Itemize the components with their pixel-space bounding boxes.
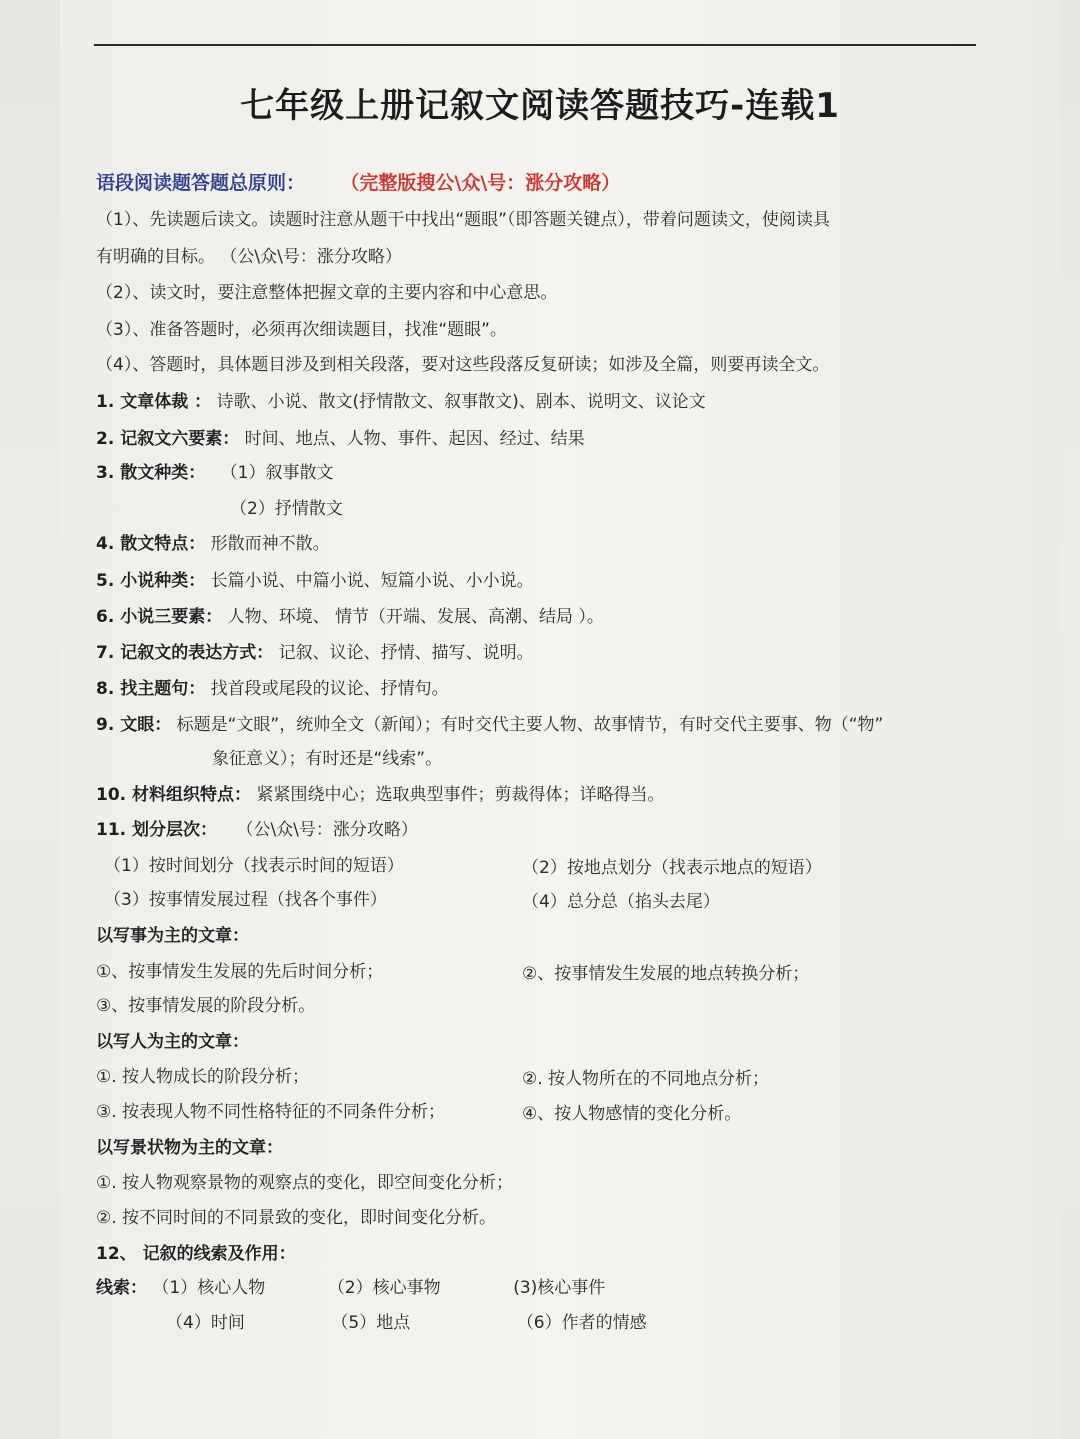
- item-6-label: 6. 小说三要素：: [96, 607, 223, 627]
- principles-heading-row: [96, 168, 620, 195]
- top-rule: [94, 44, 976, 46]
- item-4-text: 形散而神不散。: [210, 534, 330, 554]
- item-3: [96, 458, 333, 483]
- people-d: ④、按人物感情的变化分析。: [522, 1104, 742, 1124]
- item-7-text: 记叙、议论、抒情、描写、说明。: [278, 643, 534, 663]
- clue-2: （2）核心事物: [327, 1278, 441, 1298]
- item-8-text: 找首段或尾段的议论、抒情句。: [210, 679, 449, 699]
- people-heading: 以写人为主的文章：: [96, 1032, 249, 1052]
- clues-label: 线索：: [96, 1278, 147, 1298]
- item-4: [96, 529, 330, 554]
- item-5: [96, 566, 534, 591]
- clue-1: （1）核心人物: [152, 1278, 266, 1298]
- item-11-text: （公\众\号：涨分攻略）: [236, 820, 418, 840]
- item-9-label: 9. 文眼：: [96, 715, 172, 735]
- item-10-label: 10. 材料组织特点：: [96, 785, 252, 805]
- item-11-label: 11. 划分层次：: [96, 820, 218, 840]
- item-4-label: 4. 散文特点：: [96, 534, 206, 554]
- scenery-b: ②. 按不同时间的不同景致的变化，即时间变化分析。: [96, 1208, 497, 1228]
- item-11-option-3: （3）按事情发展过程（找各个事件）: [104, 890, 387, 910]
- clue-4: （4）时间: [166, 1313, 245, 1333]
- item-2: [96, 424, 585, 449]
- principle-4: （4）、答题时，具体题目涉及到相关段落，要对这些段落反复研读；如涉及全篇，则要再读全文。: [96, 355, 830, 375]
- page-title: 七年级上册记叙文阅读答题技巧-连载1: [240, 86, 840, 126]
- item-2-label: 2. 记叙文六要素：: [96, 429, 240, 449]
- item-7: [96, 638, 534, 663]
- clues-row-2: [166, 1308, 647, 1333]
- item-1: [96, 387, 706, 412]
- principle-3: （3）、准备答题时，必须再次细读题目，找准“题眼”。: [96, 320, 507, 340]
- item-3-b: （2）抒情散文: [230, 499, 343, 519]
- item-9: [96, 710, 883, 735]
- promo-text: （完整版搜公\众\号：涨分攻略）: [340, 172, 621, 194]
- item-8-label: 8. 找主题句：: [96, 679, 206, 699]
- principle-2: （2）、读文时，要注意整体把握文章的主要内容和中心意思。: [96, 283, 558, 303]
- item-11-option-4: （4）总分总（掐头去尾）: [522, 892, 720, 912]
- principles-heading: 语段阅读题答题总原则：: [96, 172, 306, 194]
- item-8: [96, 674, 449, 699]
- item-5-text: 长篇小说、中篇小说、短篇小说、小小说。: [210, 571, 534, 591]
- people-b: ②. 按人物所在的不同地点分析；: [522, 1069, 770, 1089]
- events-a: ①、按事情发生发展的先后时间分析；: [96, 962, 384, 982]
- events-b: ②、按事情发生发展的地点转换分析；: [522, 964, 810, 984]
- scenery-heading: 以写景状物为主的文章：: [96, 1138, 283, 1158]
- people-a: ①. 按人物成长的阶段分析；: [96, 1067, 310, 1087]
- scenery-a: ①. 按人物观察景物的观察点的变化，即空间变化分析；: [96, 1173, 514, 1193]
- item-1-label: 1. 文章体裁 ：: [96, 392, 212, 412]
- events-c: ③、按事情发展的阶段分析。: [96, 996, 316, 1016]
- item-11-option-1: （1）按时间划分（找表示时间的短语）: [104, 856, 404, 876]
- clue-5: （5）地点: [331, 1313, 411, 1333]
- item-3-a: （1）叙事散文: [220, 463, 334, 483]
- clues-heading: 12、 记叙的线索及作用：: [96, 1244, 296, 1264]
- item-5-label: 5. 小说种类：: [96, 571, 206, 591]
- principle-1b: 有明确的目标。 （公\众\号：涨分攻略）: [96, 247, 402, 267]
- clue-6: （6）作者的情感: [516, 1313, 647, 1333]
- item-11: [96, 815, 418, 840]
- item-6-text: 人物、环境、 情节（开端、发展、高潮、结局 ）。: [227, 607, 604, 627]
- item-1-text: 诗歌、小说、散文(抒情散文、叙事散文)、剧本、说明文、议论文: [216, 392, 706, 412]
- principle-1a: （1）、先读题后读文。读题时注意从题干中找出“题眼”（即答题关键点），带着问题读文，使阅读具: [96, 210, 830, 230]
- item-6: [96, 602, 604, 627]
- item-9-text-b: 象征意义）；有时还是“线索”。: [212, 749, 443, 769]
- item-7-label: 7. 记叙文的表达方式：: [96, 643, 274, 663]
- people-c: ③. 按表现人物不同性格特征的不同条件分析；: [96, 1102, 446, 1122]
- item-10: [96, 780, 664, 805]
- clue-3: (3)核心事件: [513, 1278, 606, 1298]
- clues-row-1: [96, 1273, 605, 1298]
- item-2-text: 时间、地点、人物、事件、起因、经过、结果: [244, 429, 585, 449]
- item-3-label: 3. 散文种类：: [96, 463, 206, 483]
- item-10-text: 紧紧围绕中心；选取典型事件；剪裁得体；详略得当。: [256, 785, 665, 805]
- item-9-text-a: 标题是“文眼”，统帅全文（新闻）；有时交代主要人物、故事情节，有时交代主要事、物（“物”: [176, 715, 884, 735]
- events-heading: 以写事为主的文章：: [96, 926, 249, 946]
- item-11-option-2: （2）按地点划分（找表示地点的短语）: [522, 858, 822, 878]
